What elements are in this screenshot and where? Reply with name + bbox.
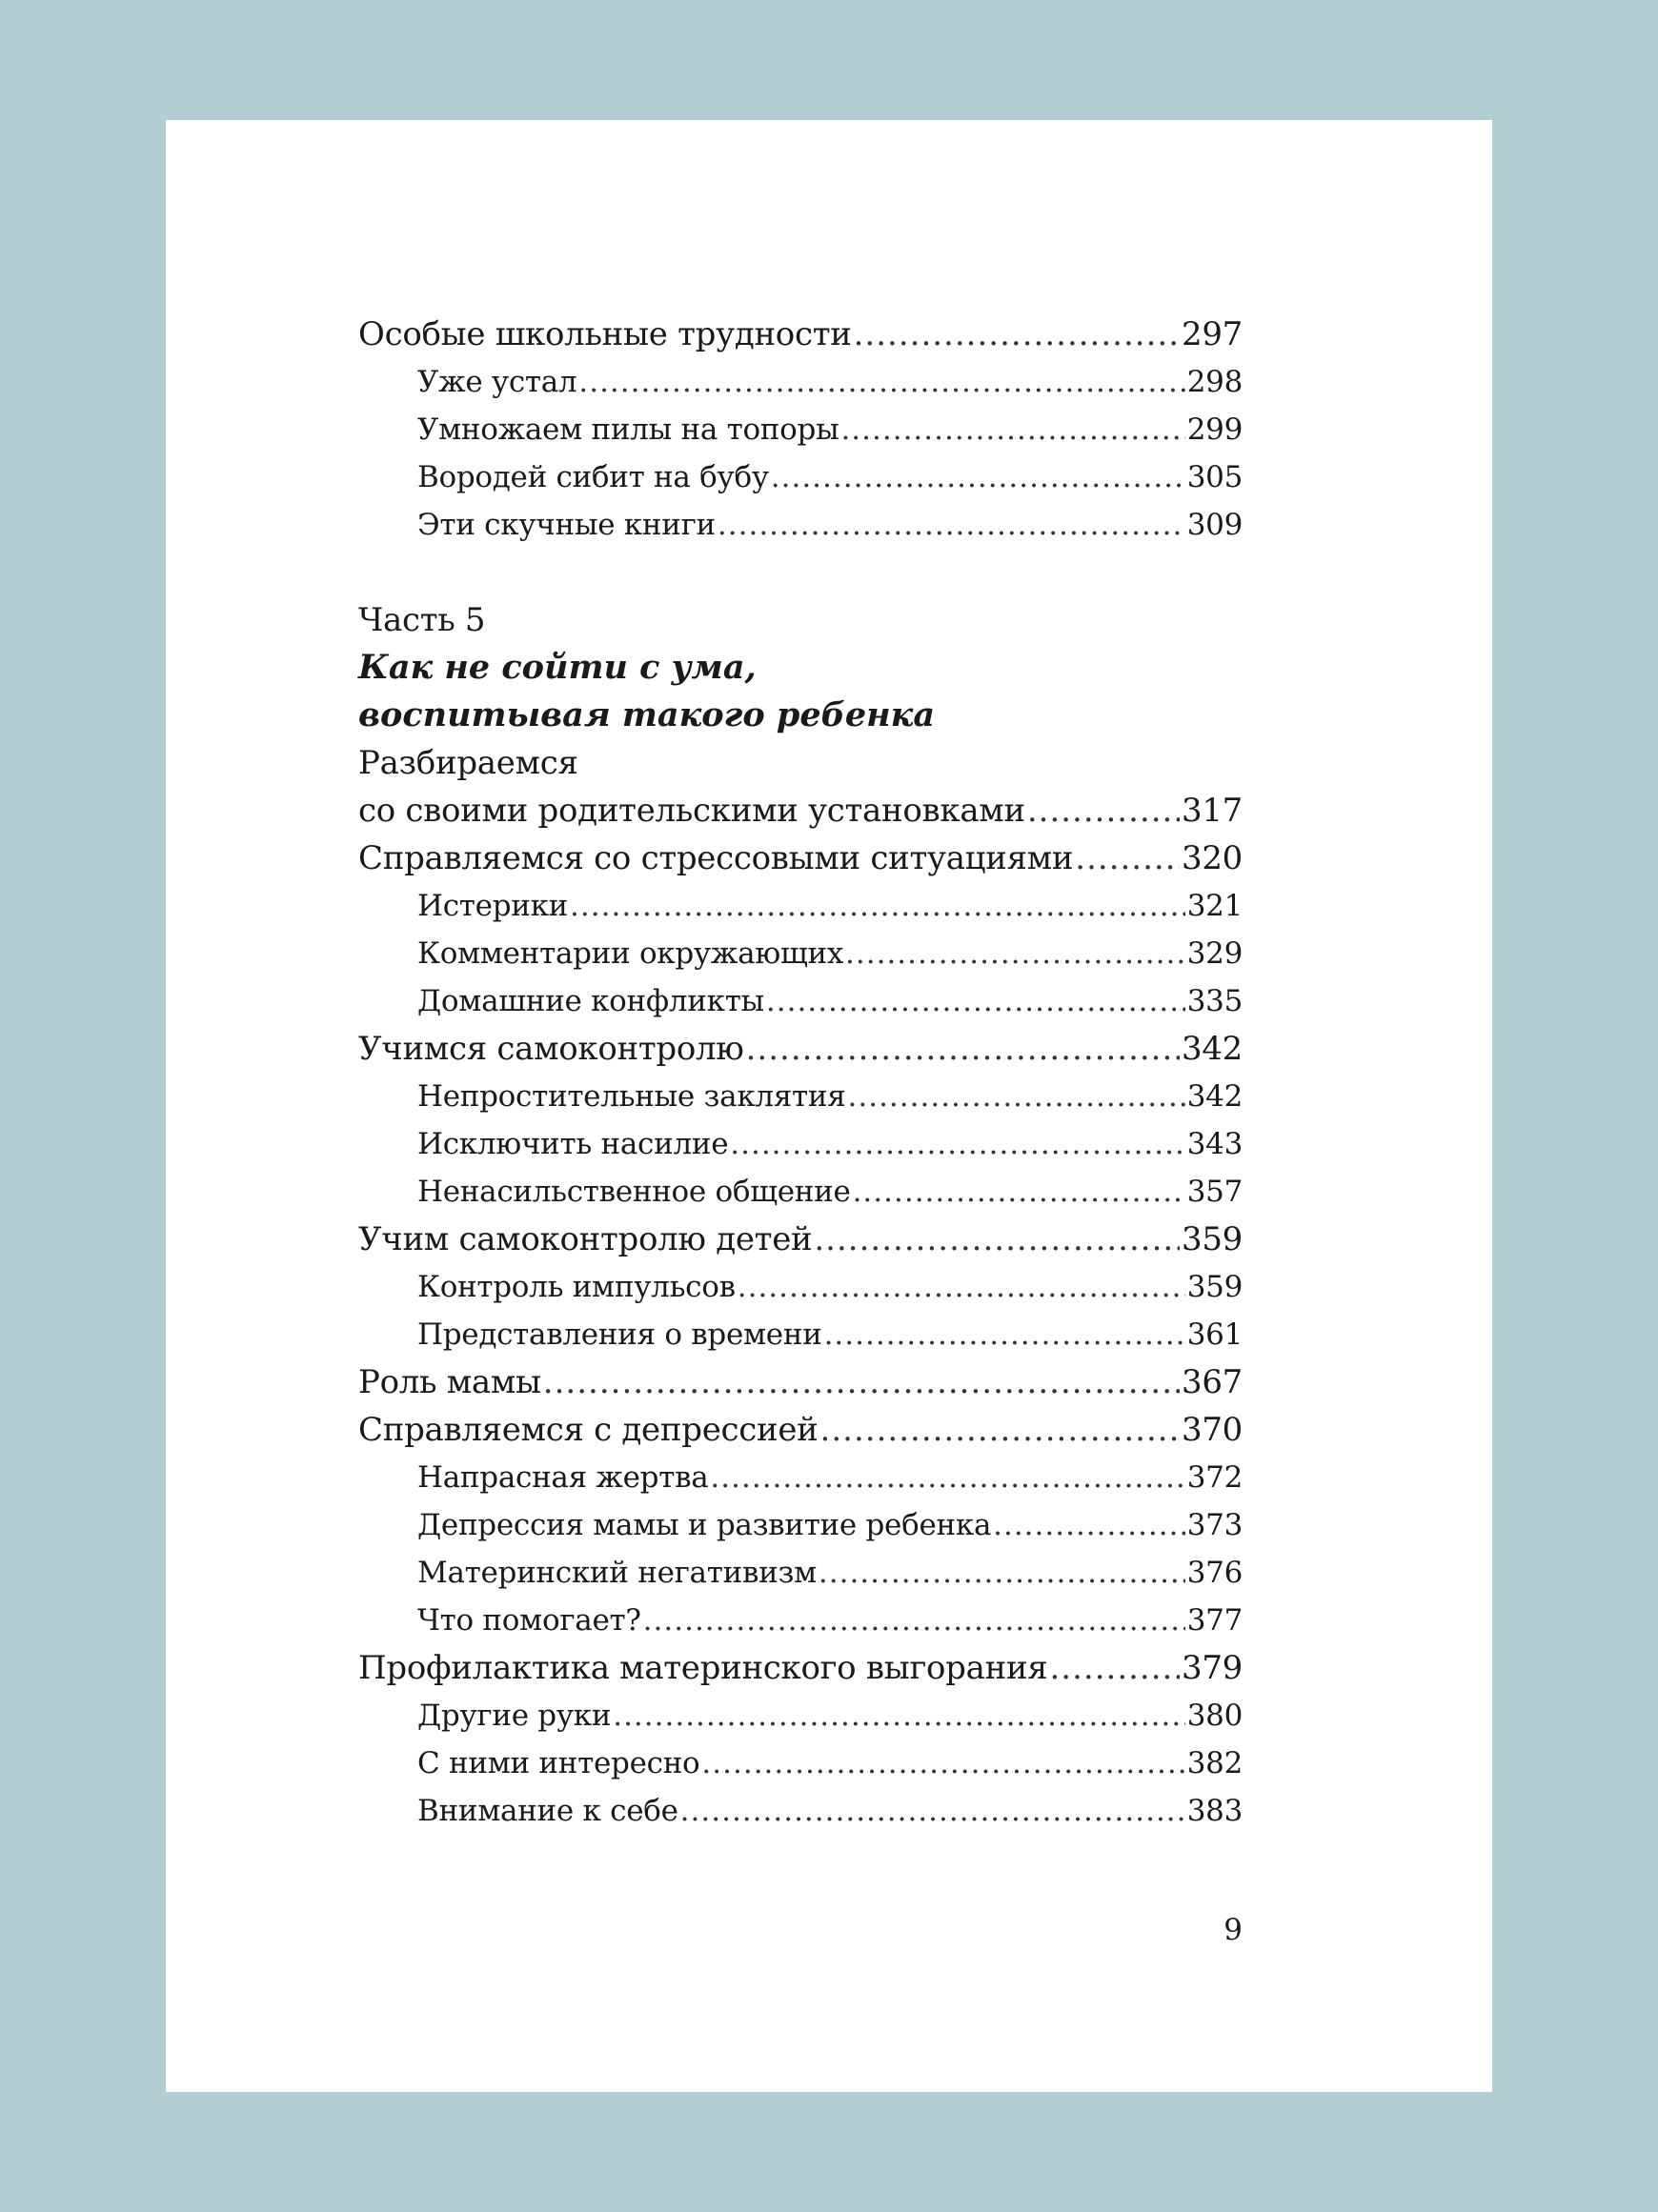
dot-leader [613, 1692, 1185, 1739]
toc-entry [358, 1025, 1243, 1073]
toc-subentry [358, 1501, 1243, 1549]
toc-entry-title: Особые школьные трудности [358, 315, 852, 353]
toc-entry-page: 321 [1186, 889, 1243, 923]
toc-subentry [358, 1787, 1243, 1835]
dot-leader [848, 1073, 1185, 1120]
toc-entry-title: Истерики [417, 889, 569, 923]
toc-entry-title: Справляемся со стрессовыми ситуациями [358, 839, 1074, 877]
toc-entry-title: Материнский негативизм [417, 1556, 817, 1590]
part-label: Часть 5 [358, 601, 486, 639]
dot-leader [1075, 835, 1180, 882]
toc-entry-title-line-1: Разбираемся [358, 744, 578, 782]
toc-entry-title: Роль мамы [358, 1363, 541, 1401]
dot-leader [543, 1358, 1180, 1406]
toc-entry-page: 359 [1186, 1270, 1243, 1304]
toc-entry-title: Внимание к себе [417, 1794, 678, 1828]
toc-entry [358, 1216, 1243, 1263]
dot-leader [718, 501, 1185, 549]
toc-entry-title: Контроль импульсов [417, 1270, 736, 1304]
toc-entry-page: 343 [1186, 1127, 1243, 1161]
toc-entry [358, 1358, 1243, 1406]
toc-entry-title: Учимся самоконтролю [358, 1030, 744, 1068]
toc-entry-page: 379 [1182, 1649, 1243, 1687]
toc-entry-title: Представления о времени [417, 1317, 822, 1352]
dot-leader [814, 1216, 1180, 1263]
toc-entry-title: Напрасная жертва [417, 1460, 709, 1495]
toc-entry-page: 372 [1186, 1460, 1243, 1495]
toc-main-list [358, 835, 1243, 1835]
part-title-line-1: Как не сойти с ума, [358, 648, 757, 687]
toc-top-list [358, 311, 1243, 549]
toc-subentry [358, 1311, 1243, 1358]
spacer [358, 549, 1243, 596]
toc-subentry [358, 1549, 1243, 1597]
dot-leader [701, 1739, 1184, 1787]
toc-entry-page: 309 [1186, 508, 1243, 542]
toc-entry-title: Вородей сибит на бубу [417, 460, 769, 494]
toc-entry-page: 373 [1186, 1508, 1243, 1542]
dot-leader [746, 1025, 1180, 1073]
toc-entry-title: Исключить насилие [417, 1127, 729, 1161]
dot-leader [766, 977, 1185, 1025]
toc-entry-page: 342 [1182, 1030, 1243, 1068]
toc-entry-page: 342 [1186, 1079, 1243, 1114]
dot-leader [771, 453, 1185, 501]
toc-subentry [358, 1692, 1243, 1739]
toc-entry-title: С ними интересно [417, 1746, 700, 1780]
toc-subentry [358, 501, 1243, 549]
toc-entry-title: Профилактика материнского выгорания [358, 1649, 1048, 1687]
dot-leader [710, 1454, 1184, 1501]
dot-leader [993, 1501, 1185, 1549]
toc-entry-title: Домашние конфликты [417, 984, 764, 1018]
dot-leader [730, 1120, 1184, 1168]
dot-leader [578, 358, 1184, 406]
toc-subentry [358, 1120, 1243, 1168]
toc-subentry [358, 1168, 1243, 1216]
toc-subentry [358, 1454, 1243, 1501]
toc-entry-page: 297 [1182, 315, 1243, 353]
toc-entry-page: 359 [1182, 1220, 1243, 1258]
dot-leader [819, 1549, 1185, 1597]
toc-subentry [358, 1739, 1243, 1787]
dot-leader [643, 1597, 1185, 1644]
toc-entry [358, 835, 1243, 882]
toc-subentry [358, 358, 1243, 406]
toc-entry-page: 305 [1186, 460, 1243, 494]
book-page [166, 120, 1492, 2092]
toc-subentry [358, 1263, 1243, 1311]
toc-entry-page: 357 [1186, 1175, 1243, 1209]
toc-entry-title: Комментарии окружающих [417, 936, 844, 971]
toc-entry-page: 329 [1186, 936, 1243, 971]
toc-entry-page: 376 [1186, 1556, 1243, 1590]
toc-entry-page: 380 [1186, 1699, 1243, 1733]
toc-entry-page: 367 [1182, 1363, 1243, 1401]
toc-subentry [358, 453, 1243, 501]
toc-entry [358, 1406, 1243, 1454]
toc-entry-title: Непростительные заклятия [417, 1079, 846, 1114]
toc-entry [358, 311, 1243, 358]
toc-entry-page: 320 [1182, 839, 1243, 877]
dot-leader [854, 311, 1180, 358]
toc-entry-title: Депрессия мамы и развитие ребенка [417, 1508, 992, 1542]
toc-subentry [358, 977, 1243, 1025]
toc-entry-title: Уже устал [417, 365, 577, 399]
toc-entry-page: 377 [1186, 1603, 1243, 1638]
part-title-line-2: воспитывая такого ребенка [358, 695, 936, 734]
dot-leader [738, 1263, 1185, 1311]
toc-entry-title: Умножаем пилы на топоры [417, 412, 839, 447]
toc-entry-page: 335 [1186, 984, 1243, 1018]
toc-subentry [358, 930, 1243, 977]
toc-entry-title: Справляемся с депрессией [358, 1411, 819, 1449]
toc-subentry [358, 882, 1243, 930]
dot-leader [840, 406, 1184, 453]
toc-entry-page: 383 [1186, 1794, 1243, 1828]
table-of-contents [358, 311, 1243, 1835]
toc-entry-page: 299 [1186, 412, 1243, 447]
toc-subentry [358, 406, 1243, 453]
toc-entry-title: Эти скучные книги [417, 508, 716, 542]
dot-leader [570, 882, 1185, 930]
page-number: 9 [1223, 1913, 1243, 1947]
dot-leader [853, 1168, 1185, 1216]
dot-leader [820, 1406, 1180, 1454]
toc-entry [358, 787, 1243, 835]
toc-entry-title: Учим самоконтролю детей [358, 1220, 813, 1258]
dot-leader [1049, 1644, 1180, 1692]
toc-entry [358, 1644, 1243, 1692]
toc-entry-page: 382 [1186, 1746, 1243, 1780]
toc-entry-title: Ненасильственное общение [417, 1175, 851, 1209]
dot-leader [824, 1311, 1185, 1358]
toc-subentry [358, 1073, 1243, 1120]
toc-entry-title: со своими родительскими установками [358, 792, 1025, 830]
toc-entry-page: 361 [1186, 1317, 1243, 1352]
toc-entry-title: Другие руки [417, 1699, 612, 1733]
dot-leader [845, 930, 1185, 977]
toc-entry-page: 298 [1186, 365, 1243, 399]
toc-subentry [358, 1597, 1243, 1644]
toc-entry-page: 370 [1182, 1411, 1243, 1449]
toc-entry-title: Что помогает? [417, 1603, 641, 1638]
dot-leader [1027, 787, 1180, 835]
dot-leader [680, 1787, 1185, 1835]
toc-entry-page: 317 [1182, 792, 1243, 830]
